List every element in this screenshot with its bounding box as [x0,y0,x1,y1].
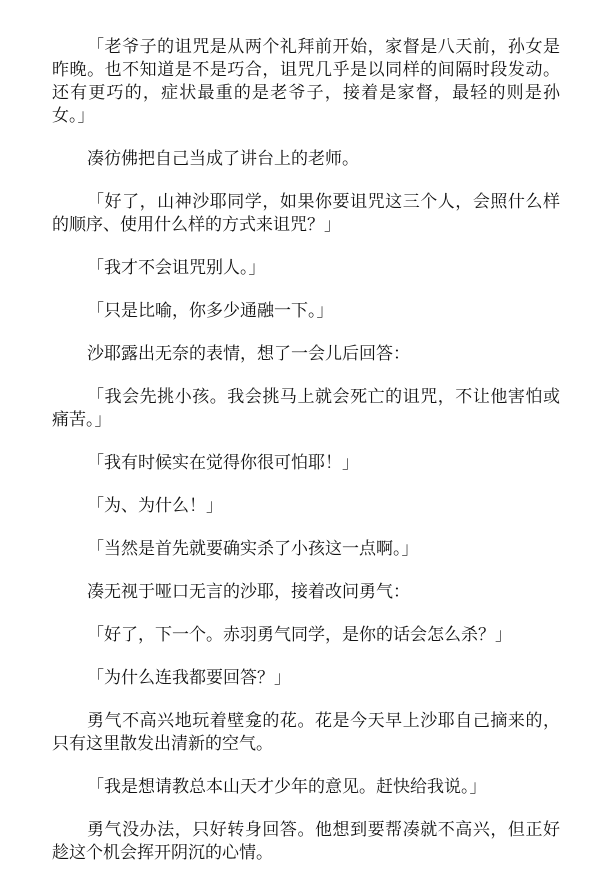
paragraph: 「好了，下一个。赤羽勇气同学，是你的话会怎么杀？」 [87,625,512,645]
paragraph: 「为、为什么！」 [87,496,223,516]
paragraph: 「我才不会诅咒别人。」 [87,258,266,278]
paragraph: 「好了，山神沙耶同学，如果你要诅咒这三个人，会照什么样的顺序、使用什么样的方式来诅咒？」 [52,192,560,235]
paragraph: 「我会先挑小孩。我会挑马上就会死亡的诅咒，不让他害怕或痛苦。」 [52,387,560,430]
paragraph: 「为什么连我都要回答？」 [87,668,291,688]
novel-page [52,36,560,885]
paragraph: 凑彷佛把自己当成了讲台上的老师。 [87,149,359,169]
paragraph: 勇气没办法，只好转身回答。他想到要帮凑就不高兴，但正好趁这个机会挥开阴沉的心情。 [52,820,560,863]
paragraph: 勇气不高兴地玩着壁龛的花。花是今天早上沙耶自己摘来的，只有这里散发出清新的空气。 [52,711,560,754]
paragraph: 「我有时候实在觉得你很可怕耶！」 [87,453,359,473]
paragraph: 「我是想请教总本山天才少年的意见。赶快给我说。」 [87,777,487,797]
paragraph: 沙耶露出无奈的表情，想了一会儿后回答： [87,344,410,364]
paragraph: 「只是比喻，你多少通融一下。」 [87,301,334,321]
paragraph: 「当然是首先就要确实杀了小孩这一点啊。」 [87,539,419,559]
paragraph: 凑无视于哑口无言的沙耶，接着改问勇气： [87,582,410,602]
paragraph: 「老爷子的诅咒是从两个礼拜前开始，家督是八天前，孙女是昨晚。也不知道是不是巧合，诅咒几乎是以同样的间隔时段发动。还有更巧的，症状最重的是老爷子，接着是家督，最轻的则是孙女。」 [52,37,560,126]
